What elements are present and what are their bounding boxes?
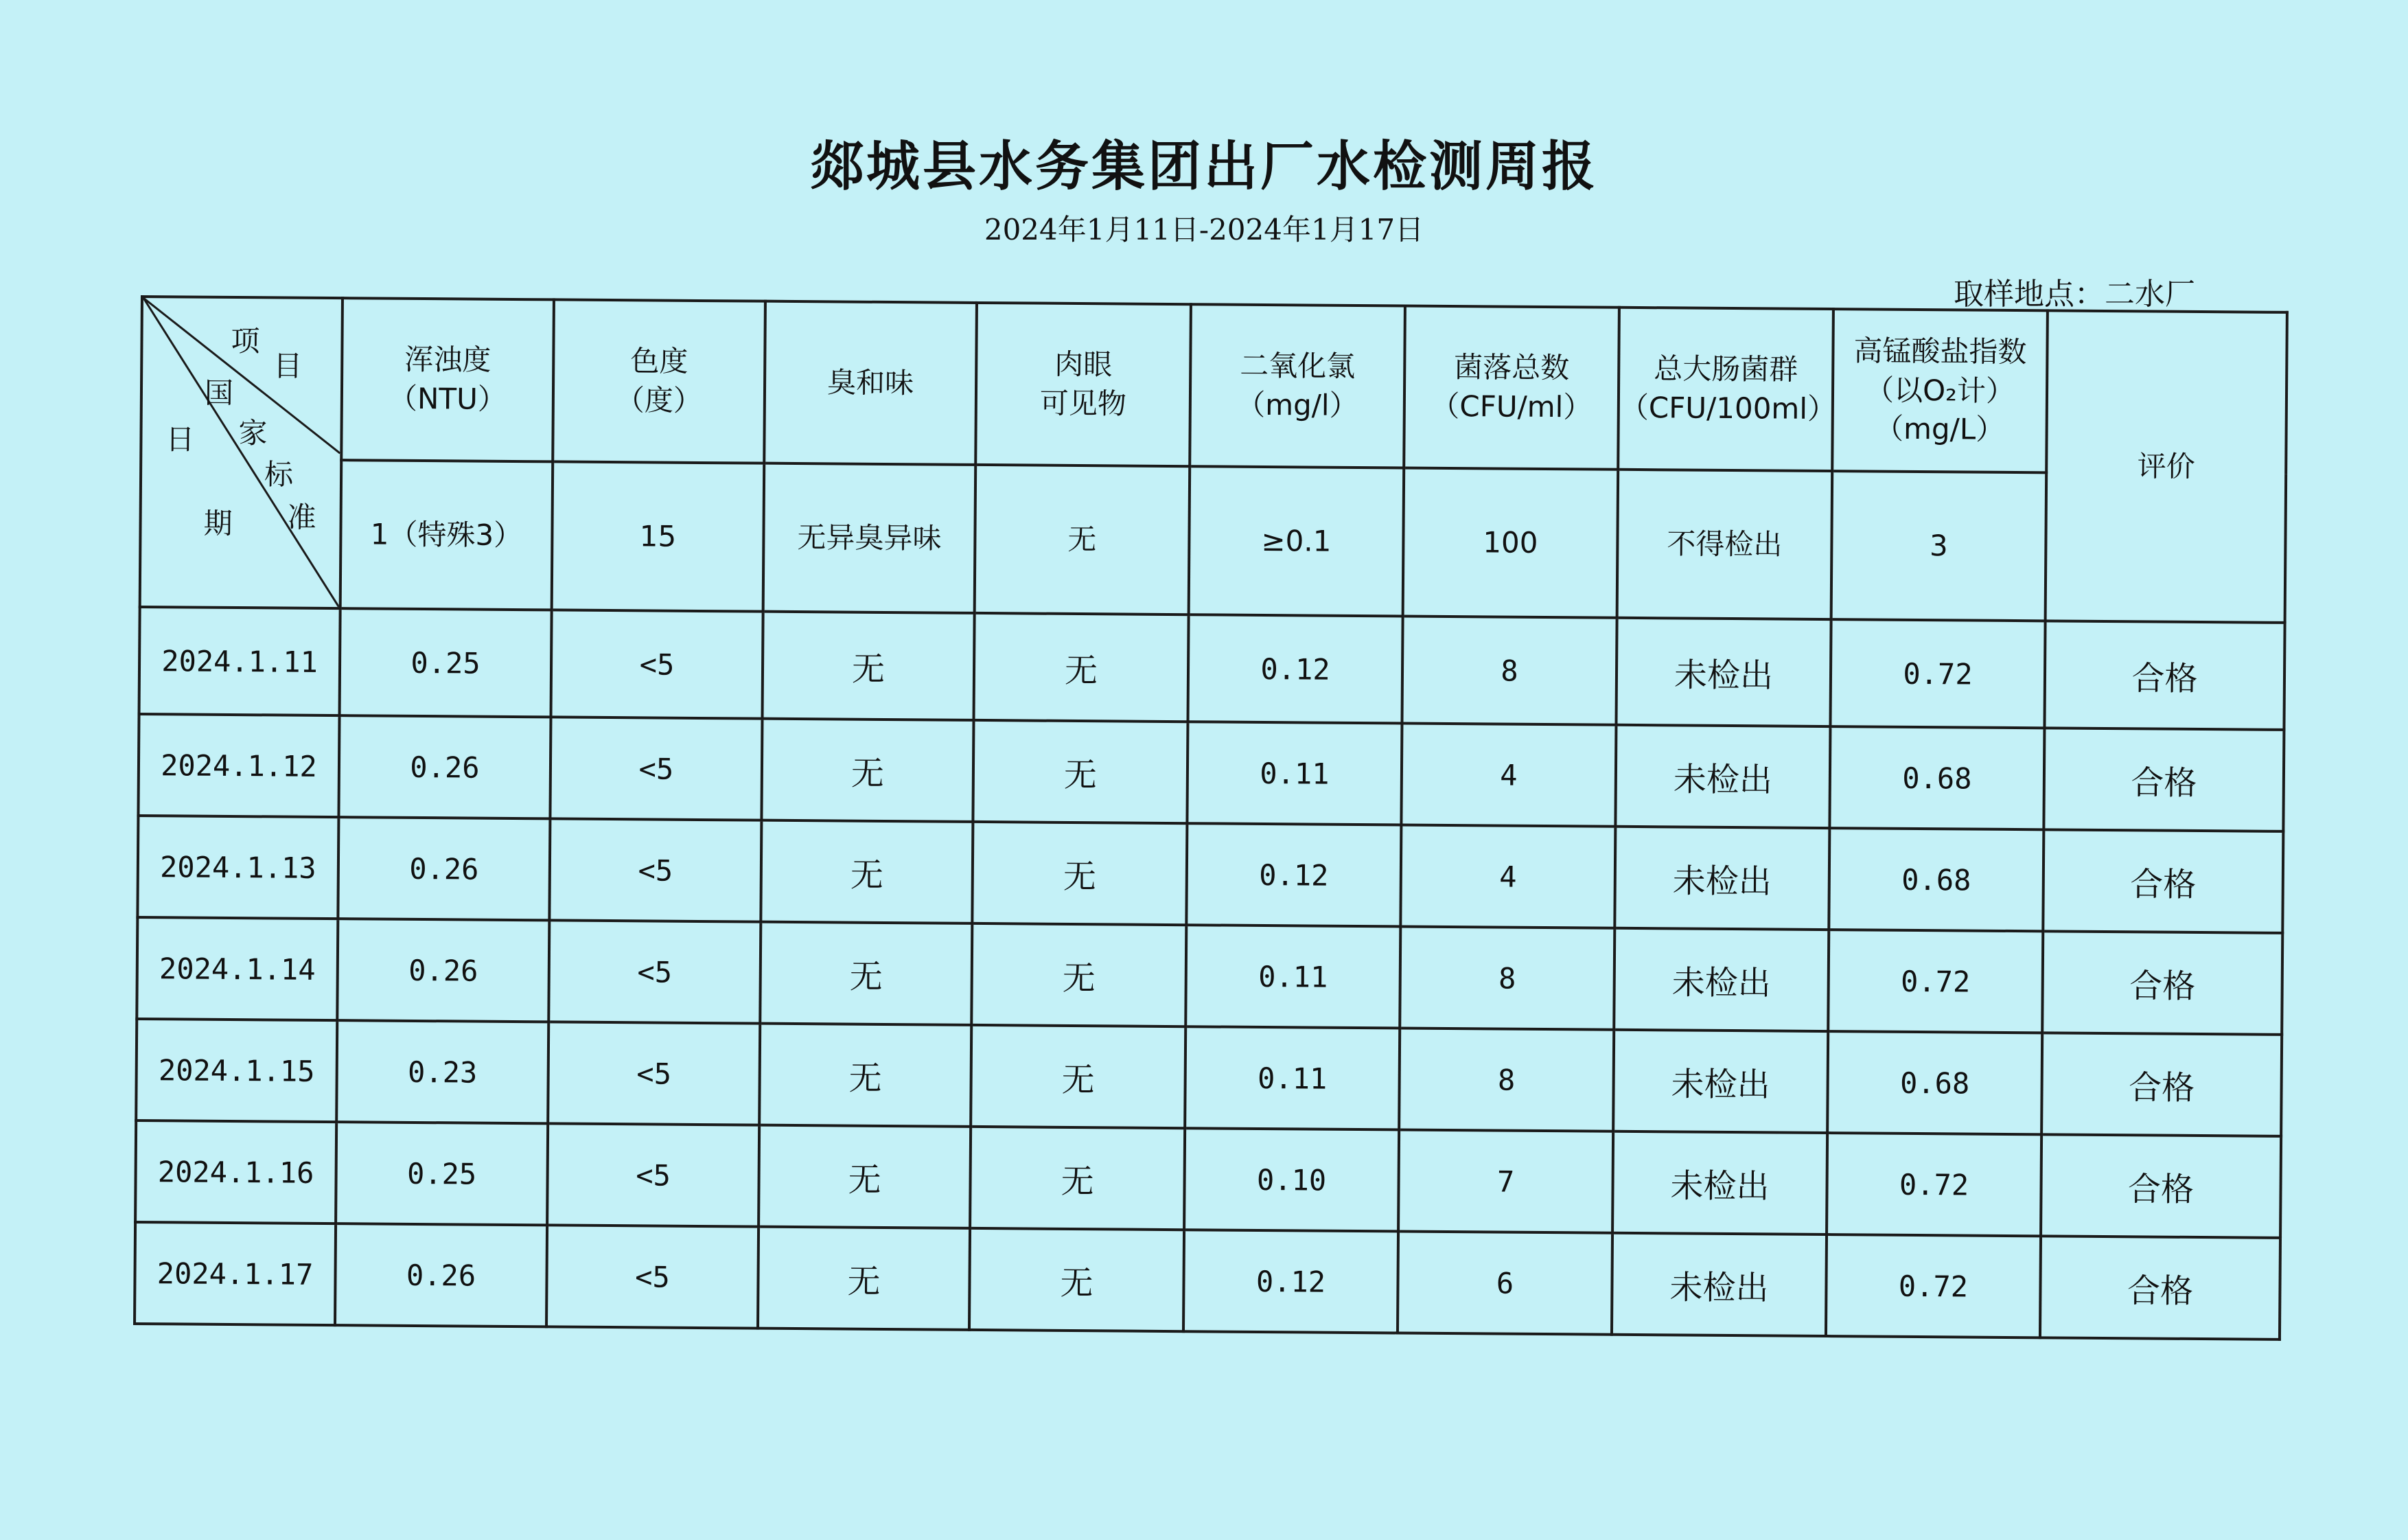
report-title: 郯城县水务集团出厂水检测周报	[809, 136, 1598, 198]
odor-cell: 无	[763, 612, 975, 720]
evaluation-cell: 合格	[2043, 829, 2283, 933]
date-cell: 2024.1.15	[136, 1019, 337, 1122]
color-cell: <5	[549, 818, 761, 921]
standards-row	[140, 459, 2286, 623]
color-cell: <5	[550, 717, 762, 820]
colony-count-cell: 7	[1398, 1129, 1613, 1232]
table-row	[135, 1222, 2280, 1340]
odor-cell: 无	[761, 820, 973, 923]
header-odor: 臭和味	[764, 301, 977, 465]
standard-visible-matter: 无	[975, 465, 1190, 614]
coliform-cell: 未检出	[1616, 618, 1831, 726]
standard-permanganate-index: 3	[1831, 471, 2047, 621]
colony-count-cell: 8	[1399, 1028, 1614, 1131]
table-row	[138, 714, 2284, 831]
corner-date-label-2: 期	[203, 506, 233, 540]
turbidity-cell: 0.25	[336, 1122, 548, 1225]
turbidity-cell: 0.25	[340, 608, 552, 717]
colony-count-cell: 4	[1400, 825, 1615, 928]
turbidity-cell: 0.26	[338, 817, 550, 920]
turbidity-cell: 0.26	[335, 1223, 547, 1326]
color-cell: <5	[546, 1225, 759, 1328]
header-coliform: 总大肠菌群 （CFU/100ml）	[1618, 308, 1833, 471]
evaluation-cell: 合格	[2044, 621, 2284, 730]
date-cell: 2024.1.12	[138, 714, 339, 817]
coliform-cell: 未检出	[1612, 1233, 1827, 1336]
evaluation-cell: 合格	[2040, 1236, 2280, 1340]
odor-cell: 无	[759, 1125, 971, 1228]
standard-color: 15	[552, 461, 765, 611]
header-row	[141, 297, 2287, 474]
evaluation-cell: 合格	[2041, 1134, 2281, 1238]
corner-standard-label-3: 标	[264, 457, 294, 492]
odor-cell: 无	[761, 719, 973, 822]
corner-item-label-1: 项	[231, 323, 260, 358]
permanganate-cell: 0.72	[1828, 930, 2043, 1033]
visible-matter-cell: 无	[971, 1025, 1185, 1128]
report-date-range: 2024年1月11日-2024年1月17日	[984, 213, 1424, 246]
colony-count-cell: 4	[1401, 723, 1616, 826]
chlorine-dioxide-cell: 0.12	[1188, 614, 1402, 723]
permanganate-cell: 0.68	[1829, 726, 2044, 829]
visible-matter-cell: 无	[971, 923, 1186, 1026]
water-quality-table	[133, 295, 2289, 1341]
color-cell: <5	[548, 920, 761, 1023]
visible-matter-cell: 无	[972, 822, 1187, 925]
evaluation-cell: 合格	[2044, 728, 2284, 831]
standard-turbidity: 1（特殊3）	[340, 460, 553, 610]
visible-matter-cell: 无	[969, 1228, 1184, 1331]
chlorine-dioxide-cell: 0.10	[1184, 1128, 1399, 1231]
evaluation-cell: 合格	[2041, 1033, 2282, 1136]
corner-standard-label-1: 国	[204, 376, 234, 410]
color-cell: <5	[548, 1022, 760, 1125]
odor-cell: 无	[759, 1024, 971, 1127]
colony-count-cell: 8	[1400, 926, 1614, 1029]
permanganate-cell: 0.72	[1826, 1234, 2041, 1337]
chlorine-dioxide-cell: 0.12	[1186, 823, 1401, 926]
odor-cell: 无	[760, 922, 972, 1025]
coliform-cell: 未检出	[1612, 1131, 1827, 1234]
table-row	[139, 607, 2285, 730]
permanganate-cell: 0.72	[1827, 1133, 2041, 1236]
coliform-cell: 未检出	[1614, 827, 1829, 930]
color-cell: <5	[551, 610, 763, 718]
coliform-cell: 未检出	[1613, 1030, 1828, 1133]
turbidity-cell: 0.26	[337, 919, 549, 1022]
permanganate-cell: 0.68	[1827, 1031, 2042, 1134]
permanganate-cell: 0.68	[1829, 828, 2044, 931]
standard-colony-count: 100	[1403, 468, 1619, 617]
color-cell: <5	[547, 1123, 759, 1226]
chlorine-dioxide-cell: 0.11	[1185, 925, 1400, 1028]
date-cell: 2024.1.17	[135, 1222, 336, 1325]
table-row	[135, 1120, 2281, 1238]
colony-count-cell: 6	[1398, 1231, 1612, 1334]
corner-item-label-2: 目	[273, 349, 303, 383]
header-permanganate-index: 高锰酸盐指数 （以O₂计） （mg/L）	[1832, 309, 2048, 472]
standard-odor: 无异臭异味	[763, 463, 976, 613]
header-chlorine-dioxide: 二氧化氯 （mg/l）	[1190, 304, 1405, 468]
colony-count-cell: 8	[1402, 616, 1617, 724]
header-visible-matter: 肉眼 可见物	[975, 303, 1191, 466]
turbidity-cell: 0.26	[338, 715, 551, 818]
date-cell: 2024.1.13	[137, 816, 338, 919]
visible-matter-cell: 无	[973, 613, 1188, 722]
visible-matter-cell: 无	[973, 720, 1188, 823]
evaluation-cell: 合格	[2042, 931, 2282, 1035]
permanganate-cell: 0.72	[1830, 619, 2045, 728]
header-evaluation: 评价	[2046, 310, 2287, 623]
header-turbidity: 浑浊度 （NTU）	[341, 298, 554, 461]
corner-standard-label-4: 准	[287, 500, 316, 534]
header-color: 色度 （度）	[553, 299, 765, 463]
table-row	[137, 917, 2282, 1035]
corner-header-cell	[140, 297, 343, 608]
chlorine-dioxide-cell: 0.12	[1183, 1230, 1398, 1333]
table-row	[136, 1019, 2282, 1136]
visible-matter-cell: 无	[970, 1127, 1185, 1230]
corner-date-label-1: 日	[165, 422, 195, 457]
table-row	[137, 816, 2283, 933]
header-colony-count: 菌落总数 （CFU/ml）	[1404, 306, 1619, 470]
standard-chlorine-dioxide: ≥0.1	[1189, 466, 1404, 616]
odor-cell: 无	[758, 1227, 970, 1330]
sampling-location: 取样地点：二水厂	[1954, 277, 2195, 312]
chlorine-dioxide-cell: 0.11	[1185, 1026, 1400, 1129]
date-cell: 2024.1.14	[137, 917, 338, 1020]
date-cell: 2024.1.11	[139, 607, 340, 715]
data-rows	[135, 607, 2285, 1340]
corner-standard-label-2: 家	[238, 416, 268, 450]
coliform-cell: 未检出	[1615, 725, 1830, 828]
chlorine-dioxide-cell: 0.11	[1187, 722, 1402, 825]
standard-coliform: 不得检出	[1617, 470, 1833, 619]
turbidity-cell: 0.23	[336, 1020, 548, 1123]
coliform-cell: 未检出	[1614, 928, 1829, 1031]
date-cell: 2024.1.16	[135, 1120, 336, 1223]
